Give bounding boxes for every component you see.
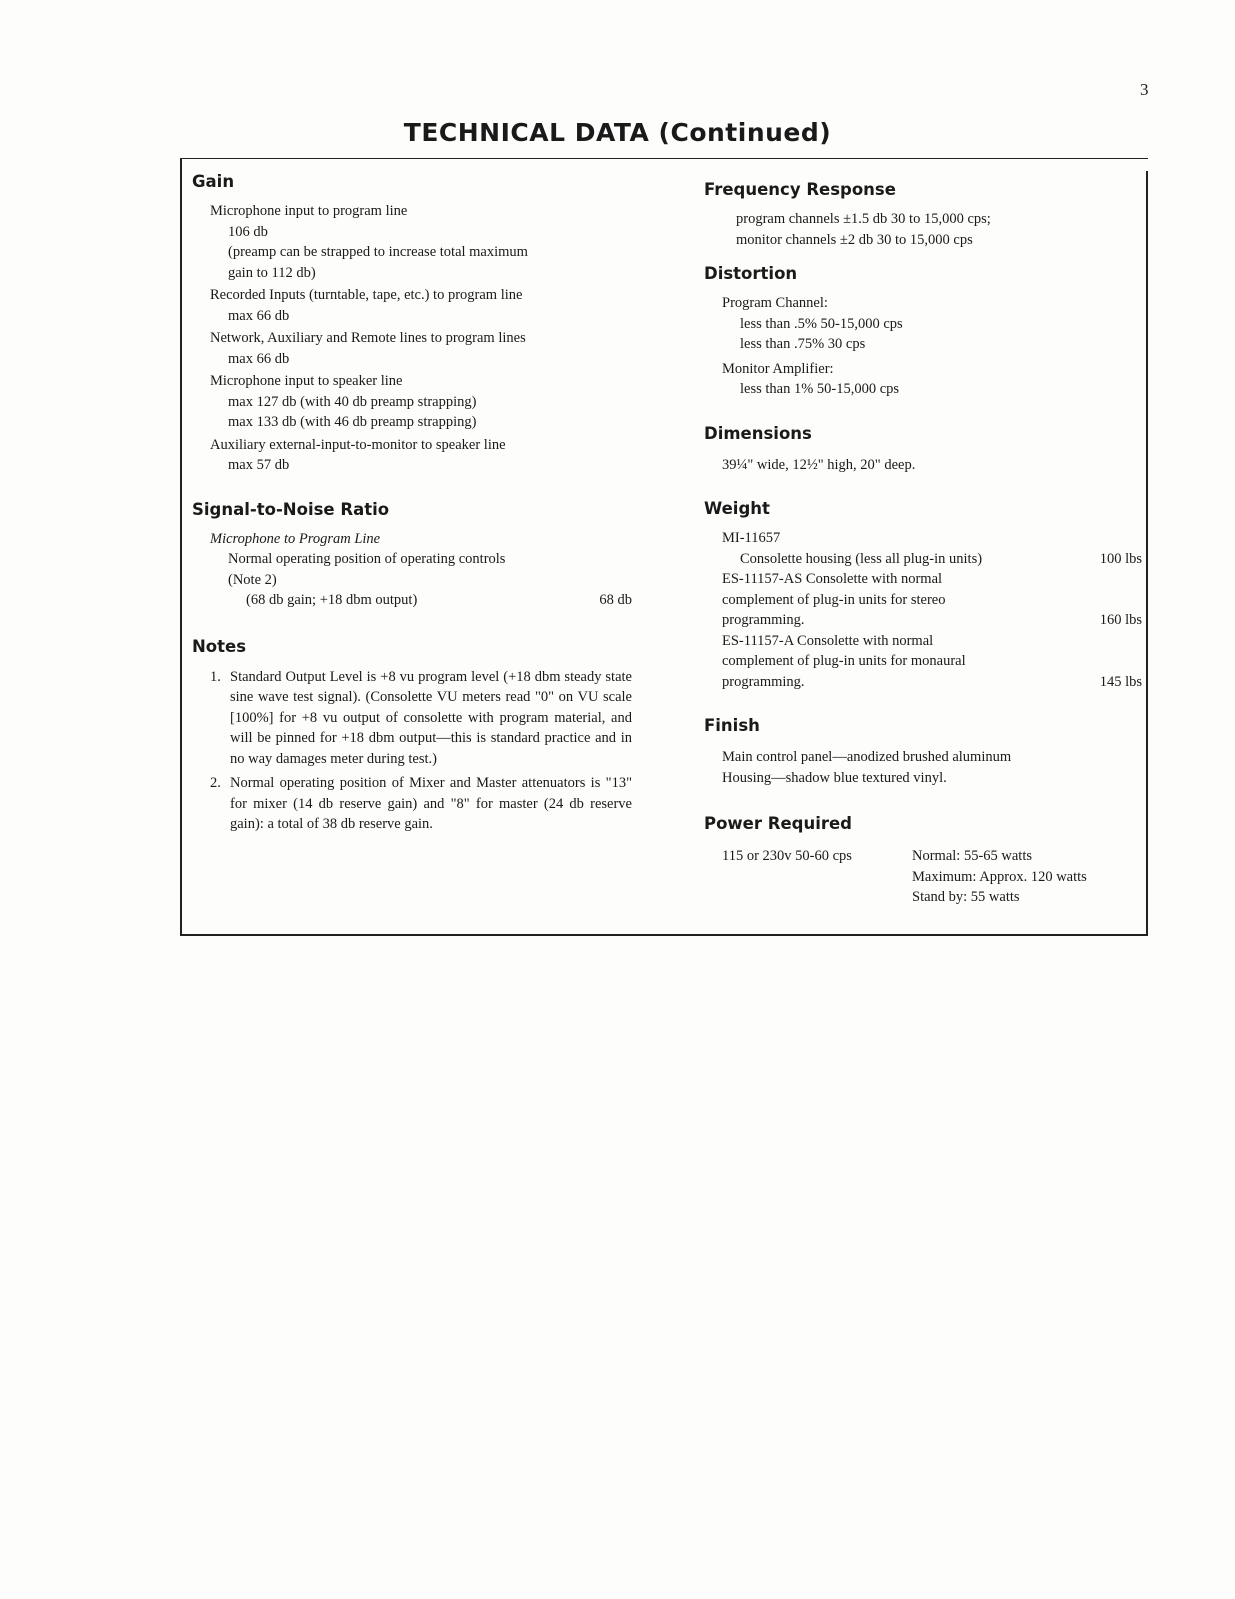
weight-item-text: ES-11157-AS Consolette with normal (722, 571, 943, 587)
power-heading: Power Required (704, 814, 852, 833)
distortion-program-label: Program Channel: (722, 295, 828, 311)
page-title: TECHNICAL DATA (Continued) (403, 118, 832, 147)
finish-line: Main control panel—anodized brushed aluminum (722, 749, 1012, 765)
weight-model: MI-11657 (722, 530, 781, 546)
weight-row (722, 672, 1142, 693)
note-item (210, 773, 632, 835)
weight-row (722, 610, 1142, 631)
gain-item (210, 371, 632, 433)
gain-item-value: max 66 db (228, 307, 290, 324)
power-body (722, 846, 1142, 908)
weight-item-text: programming. (722, 673, 805, 690)
frequency-line: program channels ±1.5 db 30 to 15,000 cps; (736, 211, 991, 227)
dimensions-heading: Dimensions (704, 423, 812, 443)
note-text: Standard Output Level is +8 vu program level (+18 dbm steady state sine wave test signal). (Consolette VU meters read "0" on VU scale [100%] for +8 vu output of consolette with program material, and will be pinned for +18 dbm output—this is standard practice and in no way damages meter during test.) (230, 668, 632, 767)
weight-item-text: Consolette housing (less all plug-in units) (740, 550, 983, 567)
finish-line: Housing—shadow blue textured vinyl. (722, 769, 947, 786)
finish-body (722, 747, 1142, 788)
power-line: Maximum: Approx. 120 watts (912, 868, 1087, 885)
distortion-heading: Distortion (704, 264, 798, 283)
weight-row (722, 549, 1142, 570)
gain-item-value: 106 db (228, 223, 268, 240)
notes-heading: Notes (192, 636, 247, 656)
gain-item-label: Microphone input to speaker line (210, 373, 403, 389)
gain-item-value: max 127 db (with 40 db preamp strapping) (228, 393, 477, 410)
gain-item-value: max 57 db (228, 457, 290, 473)
dimensions-section (704, 422, 1142, 476)
gain-item-label: Microphone input to program line (210, 203, 408, 219)
finish-heading: Finish (704, 716, 760, 735)
distortion-monitor-label: Monitor Amplifier: (722, 360, 834, 377)
note-text: Normal operating position of Mixer and Master attenuators is "13" for mixer (14 db reserve gain) and "8" for master (24 db reserve gain): a total of 38 db reserve gain. (230, 775, 632, 832)
gain-item (210, 435, 632, 476)
frame-right-rule (1146, 171, 1148, 936)
power-line: Stand by: 55 watts (912, 889, 1020, 905)
weight-section (704, 497, 1142, 692)
notes-list (210, 667, 632, 835)
frequency-section (704, 178, 1142, 250)
snr-condition: (68 db gain; +18 dbm output) (246, 592, 418, 608)
gain-list (210, 201, 632, 476)
frequency-body (736, 209, 1142, 250)
gain-item-note: (preamp can be strapped to increase total maximum (228, 244, 528, 260)
gain-item-label: Recorded Inputs (turntable, tape, etc.) to program line (210, 287, 523, 303)
weight-item-text: ES-11157-A Consolette with normal (722, 632, 934, 649)
weight-item-text: complement of plug-in units for stereo (722, 591, 946, 608)
distortion-line: less than 1% 50-15,000 cps (740, 381, 900, 397)
frequency-heading: Frequency Response (704, 180, 896, 199)
gain-item-label: Auxiliary external-input-to-monitor to speaker line (210, 436, 506, 453)
snr-value: 68 db (599, 592, 632, 608)
gain-item (210, 328, 632, 369)
snr-line: (Note 2) (228, 571, 277, 588)
gain-heading: Gain (192, 172, 235, 191)
frequency-line: monitor channels ±2 db 30 to 15,000 cps (736, 231, 973, 248)
note-number: 1. (210, 668, 221, 685)
snr-body (210, 529, 632, 611)
gain-section (192, 170, 632, 476)
weight-item-value: 100 lbs (1099, 550, 1142, 567)
weight-heading: Weight (704, 499, 770, 518)
gain-item-value: max 133 db (with 46 db preamp strapping) (228, 414, 477, 430)
weight-item-value: 160 lbs (1099, 612, 1142, 628)
notes-section (192, 635, 632, 835)
distortion-body (722, 293, 1142, 400)
distortion-section (704, 262, 1142, 400)
left-column (192, 170, 632, 839)
gain-item-note: gain to 112 db) (228, 264, 316, 281)
gain-item (210, 285, 632, 326)
snr-section (192, 498, 632, 611)
power-section (704, 812, 1142, 908)
gain-item (210, 201, 632, 283)
weight-item-text: programming. (722, 612, 805, 628)
snr-subheading: Microphone to Program Line (210, 530, 381, 547)
weight-item-value: 145 lbs (1099, 673, 1142, 690)
note-item (210, 667, 632, 770)
page-number: 3 (1140, 80, 1149, 99)
weight-body (722, 528, 1142, 692)
distortion-line: less than .75% 30 cps (740, 336, 866, 352)
power-line: Normal: 55-65 watts (912, 848, 1033, 864)
note-number: 2. (210, 775, 221, 791)
snr-value-row (210, 590, 632, 611)
power-values (912, 846, 1087, 908)
gain-item-label: Network, Auxiliary and Remote lines to program lines (210, 330, 526, 346)
right-column (704, 178, 1142, 908)
gain-item-value: max 66 db (228, 350, 290, 367)
power-supply: 115 or 230v 50-60 cps (722, 848, 852, 864)
snr-heading: Signal-to-Noise Ratio (192, 499, 390, 519)
snr-line: Normal operating position of operating controls (228, 551, 506, 567)
finish-section (704, 714, 1142, 788)
distortion-line: less than .5% 50-15,000 cps (740, 315, 903, 332)
weight-item-text: complement of plug-in units for monaural (722, 653, 966, 669)
dimensions-text: 39¼" wide, 12½" high, 20" deep. (722, 456, 916, 473)
